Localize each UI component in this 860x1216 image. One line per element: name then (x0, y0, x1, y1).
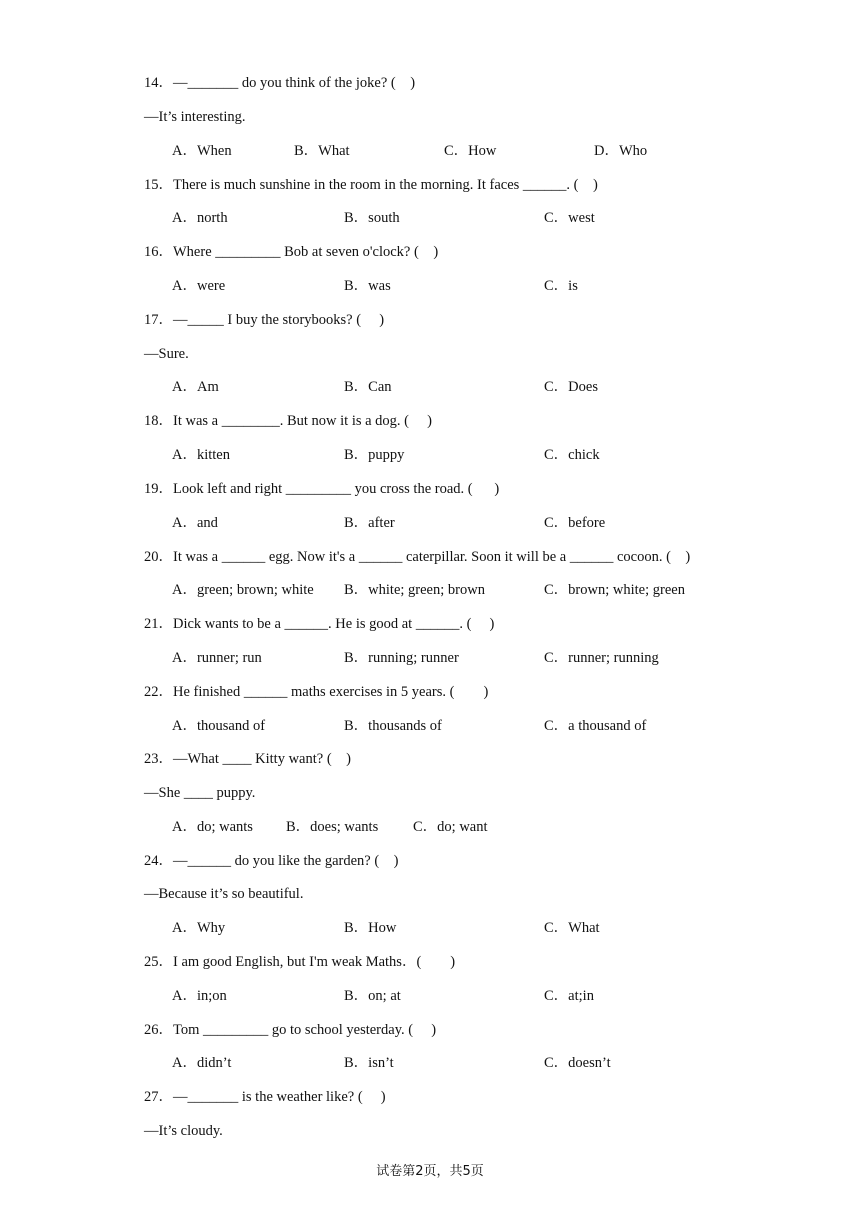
option-20-c: C．brown; white; green (544, 582, 685, 598)
question-26: 26．Tom _________ go to school yesterday. ( ) (144, 1022, 437, 1038)
option-14-c: C．How (444, 143, 497, 159)
option-26-c: C．doesn’t (544, 1055, 611, 1071)
option-17-a: A．Am (172, 379, 219, 395)
option-23-b: B．does; wants (286, 819, 379, 835)
option-21-c: C．runner; running (544, 650, 659, 666)
question-19: 19．Look left and right _________ you cross the road. ( ) (144, 481, 500, 497)
option-22-c: C．a thousand of (544, 718, 647, 734)
option-16-b: B．was (344, 278, 391, 294)
question-24: 24．—______ do you like the garden? ( ) (144, 853, 399, 869)
option-20-b: B．white; green; brown (344, 582, 485, 598)
question-25: 25．I am good English, but I'm weak Maths．( ) (144, 954, 456, 970)
answer-line-27: —It’s cloudy. (144, 1123, 223, 1139)
option-21-b: B．running; runner (344, 650, 459, 666)
option-23-a: A．do; wants (172, 819, 253, 835)
option-24-b: B．How (344, 920, 397, 936)
option-18-b: B．puppy (344, 447, 405, 463)
option-20-a: A．green; brown; white (172, 582, 314, 598)
option-16-a: A．were (172, 278, 226, 294)
option-15-a: A．north (172, 210, 228, 226)
option-19-b: B．after (344, 515, 395, 531)
option-14-a: A．When (172, 143, 232, 159)
question-27: 27．—_______ is the weather like? ( ) (144, 1089, 386, 1105)
option-14-b: B．What (294, 143, 350, 159)
question-23: 23．—What ____ Kitty want? ( ) (144, 751, 351, 767)
option-25-c: C．at;in (544, 988, 594, 1004)
option-24-a: A．Why (172, 920, 226, 936)
option-18-c: C．chick (544, 447, 600, 463)
answer-line-23: —She ____ puppy. (144, 785, 256, 801)
question-17: 17．—_____ I buy the storybooks? ( ) (144, 312, 385, 328)
option-17-c: C．Does (544, 379, 598, 395)
option-19-c: C．before (544, 515, 606, 531)
option-25-a: A．in;on (172, 988, 227, 1004)
answer-line-14: —It’s interesting. (144, 109, 246, 125)
option-14-d: D．Who (594, 143, 648, 159)
option-26-b: B．isn’t (344, 1055, 394, 1071)
question-21: 21．Dick wants to be a ______. He is good at ______. ( ) (144, 616, 495, 632)
question-16: 16．Where _________ Bob at seven o'clock? ( ) (144, 244, 439, 260)
option-16-c: C．is (544, 278, 578, 294)
option-17-b: B．Can (344, 379, 392, 395)
question-20: 20．It was a ______ egg. Now it's a ______ caterpillar. Soon it will be a ______ cocoon. ( ) (144, 549, 691, 565)
answer-line-24: —Because it’s so beautiful. (144, 886, 304, 902)
option-15-b: B．south (344, 210, 400, 226)
option-22-b: B．thousands of (344, 718, 442, 734)
page-footer: 试卷第2页，共5页 (376, 1164, 484, 1179)
option-21-a: A．runner; run (172, 650, 262, 666)
option-15-c: C．west (544, 210, 595, 226)
question-15: 15．There is much sunshine in the room in the morning. It faces ______. ( ) (144, 177, 598, 193)
question-22: 22．He finished ______ maths exercises in 5 years. ( ) (144, 684, 489, 700)
option-18-a: A．kitten (172, 447, 230, 463)
answer-line-17: —Sure. (144, 346, 189, 362)
question-18: 18．It was a ________. But now it is a dog. ( ) (144, 413, 432, 429)
option-25-b: B．on; at (344, 988, 401, 1004)
question-14: 14．—_______ do you think of the joke? ( ) (144, 75, 416, 91)
option-24-c: C．What (544, 920, 600, 936)
option-26-a: A．didn’t (172, 1055, 232, 1071)
option-23-c: C．do; want (413, 819, 488, 835)
option-22-a: A．thousand of (172, 718, 266, 734)
option-19-a: A．and (172, 515, 218, 531)
